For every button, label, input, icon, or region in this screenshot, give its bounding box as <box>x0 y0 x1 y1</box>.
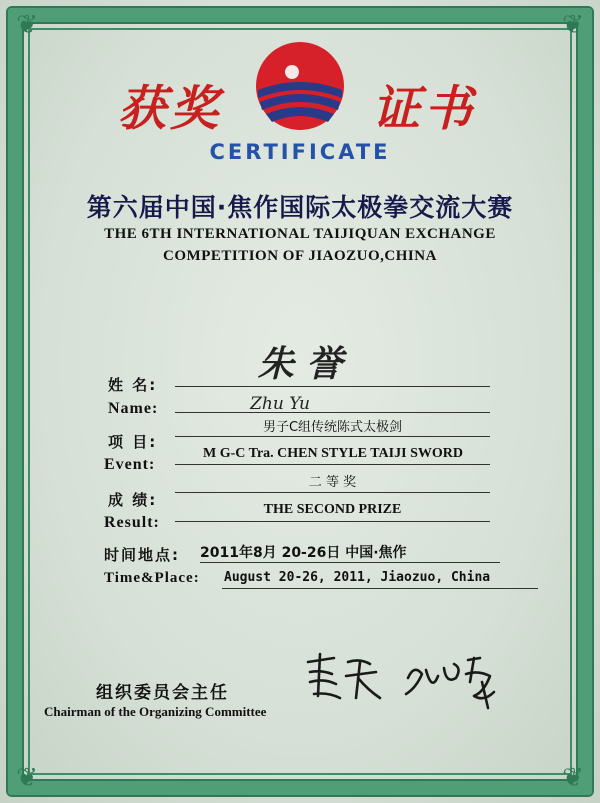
corner-ornament-icon: ❦ <box>562 10 584 40</box>
title-award: 获奖 <box>118 81 223 137</box>
chairman-title-cn: 组织委员会主任 <box>96 683 229 703</box>
name-value-cn: 朱 誉 <box>257 343 343 385</box>
name-label-cn: 姓 名: <box>108 376 158 394</box>
time-place-value-cn: 2011年8月 20-26日 中国·焦作 <box>200 545 407 561</box>
result-label-cn: 成 绩: <box>108 491 158 509</box>
time-place-value-en: August 20-26, 2011, Jiaozuo, China <box>224 570 491 585</box>
corner-ornament-icon: ❦ <box>562 763 584 793</box>
name-value-en: Zhu Yu <box>250 394 310 414</box>
name-label-en: Name: <box>108 400 159 417</box>
result-en-underline <box>175 521 490 522</box>
competition-name-cn: 第六届中国·焦作国际太极拳交流大赛 <box>86 193 514 222</box>
time-place-label-cn: 时间地点: <box>104 546 180 564</box>
chairman-signature <box>298 648 528 718</box>
event-value-cn: 男子C组传统陈式太极剑 <box>262 420 403 435</box>
chairman-title-en: Chairman of the Organizing Committee <box>44 704 267 719</box>
event-label-cn: 项 目: <box>108 433 158 451</box>
result-value-en: THE SECOND PRIZE <box>263 502 402 517</box>
event-en-underline <box>175 464 490 465</box>
event-value-en: M G-C Tra. CHEN STYLE TAIJI SWORD <box>203 446 463 461</box>
competition-name-en-line2: COMPETITION OF JIAOZUO,CHINA <box>163 248 437 264</box>
result-label-en: Result: <box>104 514 160 531</box>
time-place-label-en: Time&Place: <box>104 570 200 586</box>
result-value-cn: 二 等 奖 <box>308 475 357 490</box>
event-cn-underline <box>175 436 490 437</box>
title-certificate: 证书 <box>372 81 477 137</box>
competition-logo <box>252 38 348 134</box>
time-place-en-underline <box>222 588 538 589</box>
corner-ornament-icon: ❦ <box>16 10 38 40</box>
result-cn-underline <box>175 492 490 493</box>
competition-name-en-line1: THE 6TH INTERNATIONAL TAIJIQUAN EXCHANGE <box>104 226 496 242</box>
name-cn-underline <box>175 386 490 387</box>
corner-ornament-icon: ❦ <box>16 763 38 793</box>
event-label-en: Event: <box>104 456 156 473</box>
time-place-cn-underline <box>200 562 500 563</box>
name-en-underline <box>175 412 490 413</box>
certificate-subtitle: CERTIFICATE <box>209 140 391 164</box>
